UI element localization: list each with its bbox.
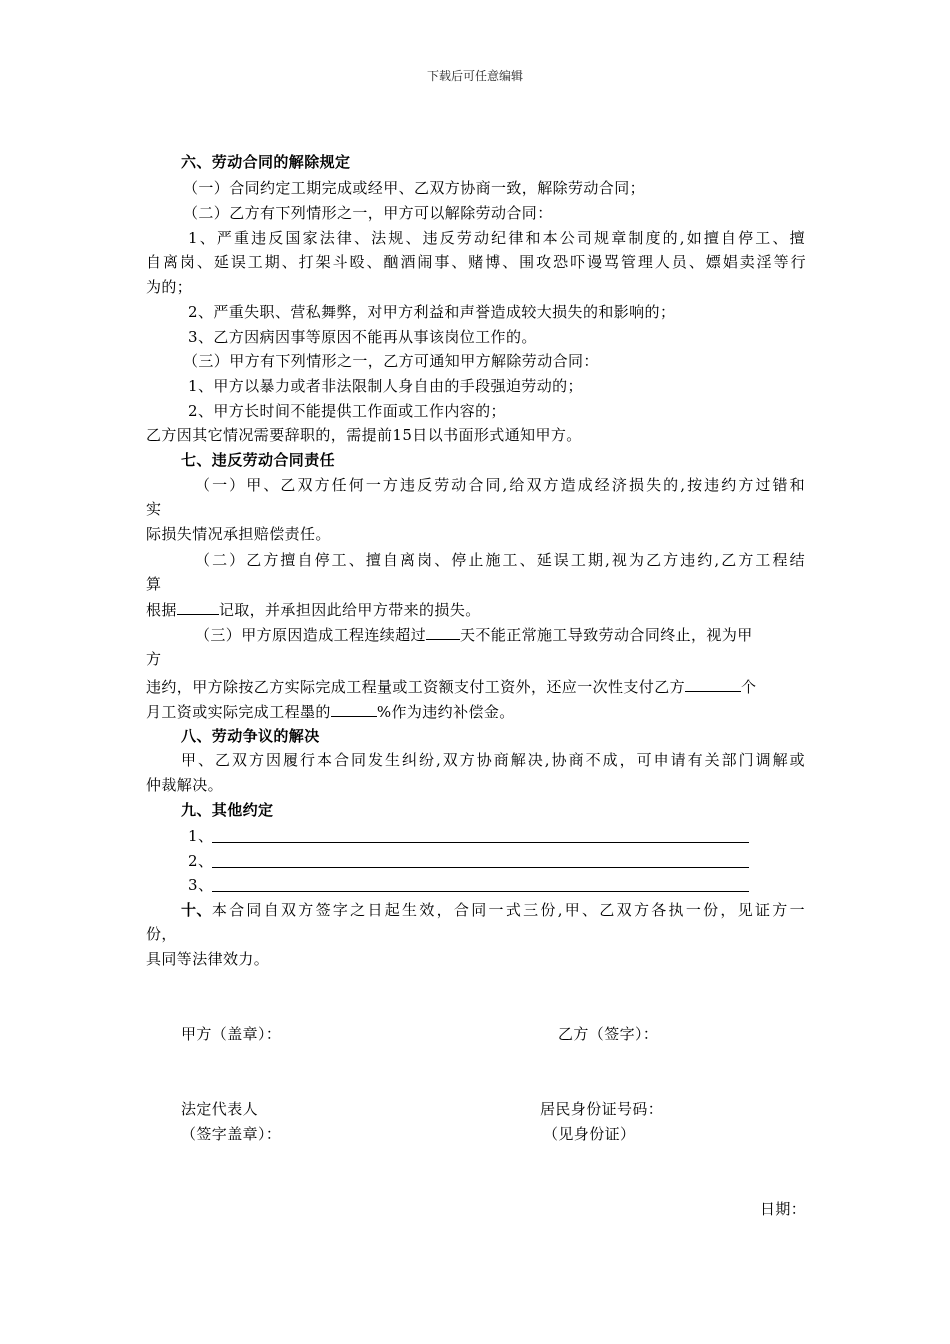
section-6-title: 六、劳动合同的解除规定 [181, 153, 351, 171]
section-7-item-1-line-2: 实 [146, 500, 162, 518]
section-7-item-3-line-1 [195, 624, 753, 645]
section-6-clause-3: 3、乙方因病因事等原因不能再从事该岗位工作的。 [188, 328, 537, 346]
party-b-signature-label: 乙方（签字）： [558, 1025, 659, 1043]
text: 记取，并承担因此给甲方带来的损失。 [218, 601, 481, 619]
section-6-resign-note: 乙方因其它情况需要辞职的，需提前15日以书面形式通知甲方。 [146, 426, 582, 444]
section-7-item-2-line-3 [146, 599, 481, 620]
section-6-clause-1-line-2: 自离岗、延误工期、打架斗殴、酗酒闹事、赌博、围攻恐吓谩骂管理人员、嫖娼卖淫等行 [146, 253, 806, 271]
section-6-item-1: （一）合同约定工期完成或经甲、乙双方协商一致，解除劳动合同； [183, 179, 646, 197]
other-item-1-line [212, 842, 749, 843]
other-item-3-label: 3、 [188, 876, 214, 894]
section-7-item-1-line-1: （一）甲、乙双方任何一方违反劳动合同,给双方造成经济损失的,按违约方过错和 [195, 476, 805, 494]
section-6-clause-1-line-1: 1、严重违反国家法律、法规、违反劳动纪律和本公司规章制度的,如擅自停工、擅 [188, 229, 805, 247]
section-9-title: 九、其他约定 [181, 801, 274, 819]
section-8-title: 八、劳动争议的解决 [181, 727, 320, 745]
text: 个 [741, 678, 757, 696]
text: 天不能正常施工导致劳动合同终止，视为甲 [460, 626, 753, 644]
section-6-clause-1-line-3: 为的； [146, 278, 193, 296]
section-7-item-2-line-1: （二）乙方擅自停工、擅自离岗、停止施工、延误工期,视为乙方违约,乙方工程结 [195, 551, 805, 569]
text: （三）甲方原因造成工程连续超过 [195, 626, 427, 644]
section-7-item-2-line-2: 算 [146, 575, 162, 593]
text: 根据 [146, 601, 177, 619]
section-6-item-3: （三）甲方有下列情形之一，乙方可通知甲方解除劳动合同： [183, 352, 599, 370]
text: 本合同自双方签字之日起生效，合同一式三份,甲、乙双方各执一份，见证方一 [211, 901, 805, 919]
legal-representative-label: 法定代表人 [181, 1100, 259, 1118]
section-10-number: 十、 [181, 901, 212, 919]
section-10-line-2: 份， [146, 925, 177, 943]
blank-underline [426, 624, 460, 640]
section-7-item-3-line-3 [146, 676, 756, 697]
sign-seal-label: （签字盖章）： [181, 1125, 282, 1143]
see-id-label: （见身份证） [543, 1125, 636, 1143]
blank-underline [685, 676, 741, 692]
text: 月工资或实际完成工程墨的 [146, 703, 331, 721]
section-8-text-line-1: 甲、乙双方因履行本合同发生纠纷,双方协商解决,协商不成，可申请有关部门调解或 [181, 751, 805, 769]
other-item-1-label: 1、 [188, 827, 214, 845]
page-header: 下载后可任意编辑 [426, 69, 523, 83]
id-number-label: 居民身份证号码： [540, 1100, 664, 1118]
section-6-item-2: （二）乙方有下列情形之一，甲方可以解除劳动合同： [183, 204, 553, 222]
section-6-clause-5: 2、甲方长时间不能提供工作面或工作内容的； [188, 402, 506, 420]
party-a-seal-label: 甲方（盖章）： [181, 1025, 282, 1043]
date-label: 日期： [760, 1200, 807, 1218]
blank-underline [331, 701, 377, 717]
section-10-line-1 [181, 900, 805, 920]
text: %作为违约补偿金。 [376, 703, 515, 721]
section-10-line-3: 具同等法律效力。 [146, 950, 270, 968]
other-item-2-label: 2、 [188, 852, 214, 870]
blank-underline [177, 599, 219, 615]
text: 违约，甲方除按乙方实际完成工程量或工资额支付工资外，还应一次性支付乙方 [146, 678, 686, 696]
section-7-item-1-line-3: 际损失情况承担赔偿责任。 [146, 525, 331, 543]
section-6-clause-2: 2、严重失职、营私舞弊，对甲方利益和声誉造成较大损失的和影响的； [188, 303, 676, 321]
section-7-item-3-line-4 [146, 701, 515, 722]
section-6-clause-4: 1、甲方以暴力或者非法限制人身自由的手段强迫劳动的； [188, 377, 583, 395]
other-item-3-line [212, 891, 749, 892]
section-8-text-line-2: 仲裁解决。 [146, 776, 224, 794]
section-7-item-3-line-2: 方 [146, 650, 162, 668]
section-7-title: 七、违反劳动合同责任 [181, 451, 336, 469]
other-item-2-line [212, 867, 749, 868]
